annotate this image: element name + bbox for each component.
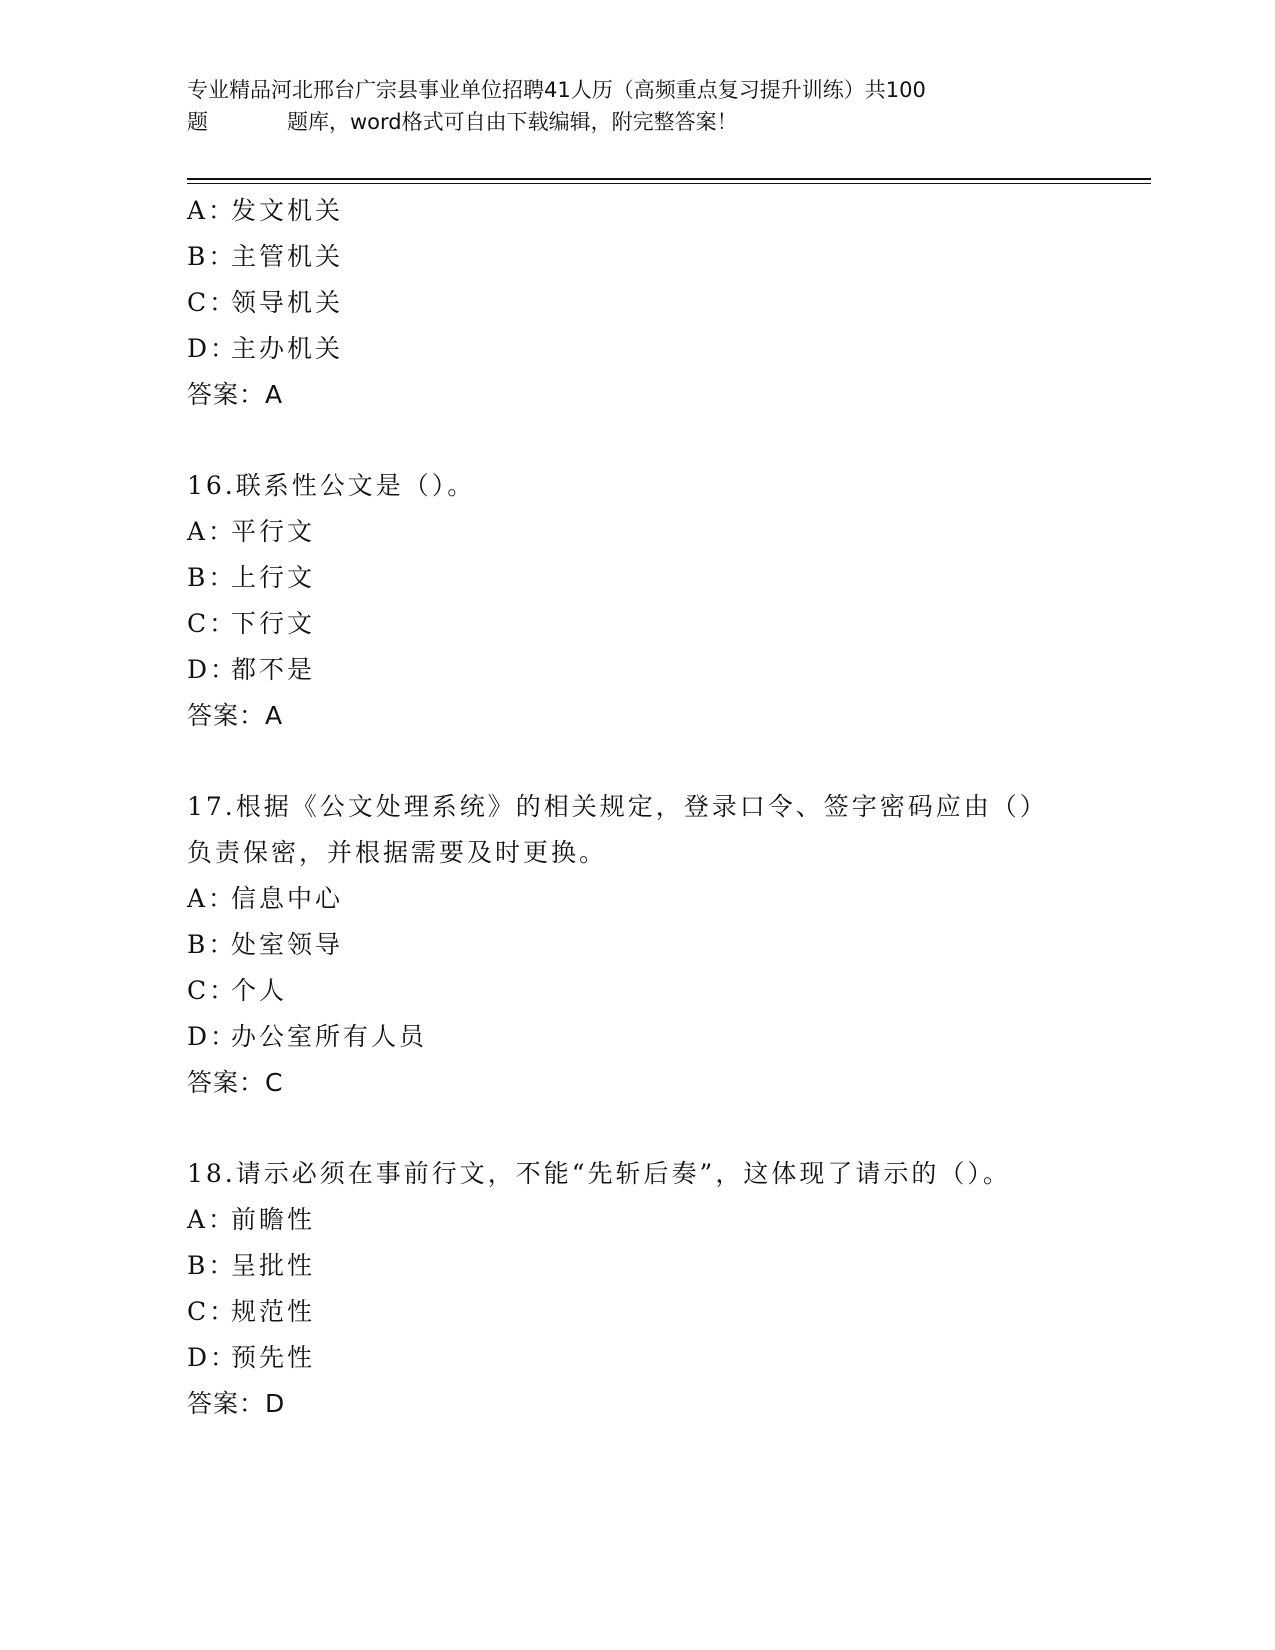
- option-text: 处室领导: [231, 930, 344, 959]
- option-c: [187, 1289, 1087, 1335]
- option-key: C：: [187, 976, 238, 1005]
- option-key: C：: [187, 288, 238, 317]
- answer-line: 答案：C: [187, 1068, 284, 1097]
- option-d: [187, 1014, 1087, 1060]
- option-b: [187, 234, 1087, 280]
- header-title-line1: 专业精品河北邢台广宗县事业单位招聘41人历（高频重点复习提升训练）共100: [187, 78, 926, 102]
- option-a: [187, 509, 1087, 555]
- option-key: A：: [187, 884, 237, 913]
- question-text-line1: 17.根据《公文处理系统》的相关规定，登录口令、签字密码应由（）: [187, 792, 1048, 821]
- option-text: 信息中心: [231, 884, 344, 913]
- option-key: D：: [187, 655, 239, 684]
- question-block: [187, 1151, 1087, 1427]
- header-divider-thick: [187, 178, 1151, 180]
- option-text: 平行文: [231, 517, 316, 546]
- option-d: [187, 1335, 1087, 1381]
- question-text: 16.联系性公文是（）。: [187, 471, 476, 500]
- option-text: 呈批性: [231, 1251, 316, 1280]
- option-a: [187, 1197, 1087, 1243]
- option-text: 规范性: [231, 1297, 316, 1326]
- option-text: 主管机关: [231, 242, 344, 271]
- option-key: B：: [187, 1251, 237, 1280]
- option-key: C：: [187, 609, 238, 638]
- option-text: 办公室所有人员: [231, 1022, 428, 1051]
- option-c: [187, 280, 1087, 326]
- option-b: [187, 555, 1087, 601]
- question-text: 18.请示必须在事前行文，不能“先斩后奏”，这体现了请示的（）。: [187, 1159, 1011, 1188]
- option-key: A：: [187, 196, 237, 225]
- header-divider-thin: [187, 183, 1151, 184]
- option-text: 上行文: [231, 563, 316, 592]
- option-c: [187, 601, 1087, 647]
- option-c: [187, 968, 1087, 1014]
- option-text: 预先性: [231, 1343, 316, 1372]
- option-text: 都不是: [231, 655, 316, 684]
- answer-line: 答案：D: [187, 1389, 286, 1418]
- option-key: A：: [187, 517, 237, 546]
- option-key: B：: [187, 563, 237, 592]
- document-header: [187, 74, 1067, 138]
- option-b: [187, 1243, 1087, 1289]
- option-d: [187, 326, 1087, 372]
- question-text-line2: 负责保密，并根据需要及时更换。: [187, 838, 608, 867]
- question-block: [187, 784, 1087, 1106]
- option-text: 下行文: [231, 609, 316, 638]
- question-block: [187, 188, 1087, 418]
- header-line2-text: 题库，word格式可自由下载编辑，附完整答案！: [287, 110, 738, 134]
- answer-line: 答案：A: [187, 380, 284, 409]
- option-key: D：: [187, 334, 239, 363]
- option-b: [187, 922, 1087, 968]
- option-text: 前瞻性: [231, 1205, 316, 1234]
- option-key: A：: [187, 1205, 237, 1234]
- question-list: [187, 188, 1087, 1427]
- header-title-line2: [187, 106, 1067, 138]
- option-d: [187, 647, 1087, 693]
- option-text: 发文机关: [231, 196, 344, 225]
- option-key: B：: [187, 930, 237, 959]
- header-line2-prefix: 题: [187, 110, 208, 134]
- option-key: D：: [187, 1022, 239, 1051]
- option-key: B：: [187, 242, 237, 271]
- option-text: 领导机关: [231, 288, 344, 317]
- question-block: [187, 463, 1087, 739]
- option-a: [187, 188, 1087, 234]
- option-a: [187, 876, 1087, 922]
- option-key: D：: [187, 1343, 239, 1372]
- option-key: C：: [187, 1297, 238, 1326]
- option-text: 主办机关: [231, 334, 344, 363]
- option-text: 个人: [231, 976, 288, 1005]
- answer-line: 答案：A: [187, 701, 284, 730]
